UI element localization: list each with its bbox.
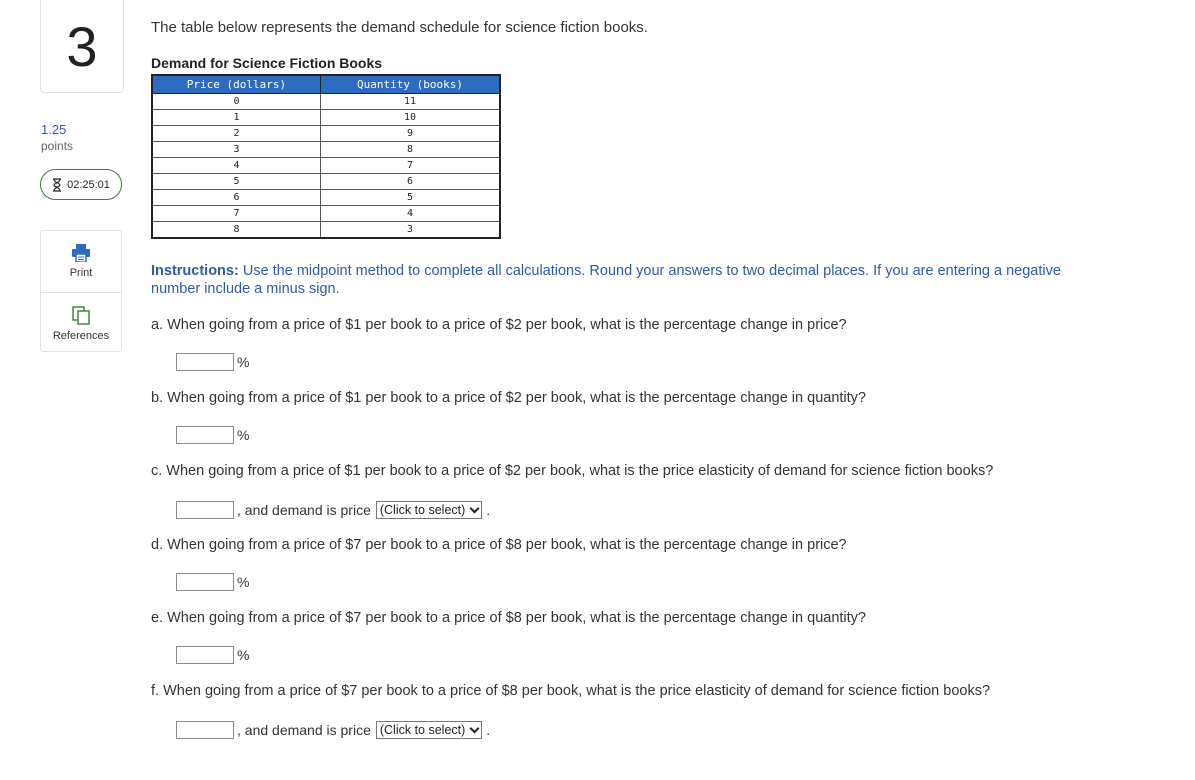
quantity-cell: 7 (320, 158, 500, 174)
answer-d-row (176, 572, 249, 592)
points-label: points (41, 139, 74, 153)
price-cell: 7 (152, 206, 320, 222)
demand-table (151, 74, 501, 239)
table-row (152, 158, 500, 174)
answer-e-row (176, 645, 249, 665)
quantity-cell: 9 (320, 126, 500, 142)
references-button[interactable] (41, 292, 121, 354)
timer-text: 02:25:01 (67, 178, 110, 191)
print-button[interactable] (41, 231, 121, 292)
hourglass-icon (52, 178, 62, 192)
answer-f-input[interactable] (176, 721, 234, 739)
percent-unit: % (237, 354, 250, 370)
table-row (152, 126, 500, 142)
percent-unit: % (237, 427, 250, 443)
sentence-end: . (486, 502, 491, 518)
references-label: References (52, 329, 110, 342)
table-row (152, 94, 500, 110)
price-cell: 5 (152, 174, 320, 190)
timer-badge[interactable] (40, 169, 122, 200)
table-title: Demand for Science Fiction Books (151, 55, 383, 71)
demand-is-price-text: , and demand is price (237, 722, 371, 738)
question-intro: The table below represents the demand schedule for science fiction books. (151, 19, 648, 36)
elasticity-select-f[interactable] (376, 721, 482, 739)
table-header-quantity: Quantity (books) (320, 75, 500, 94)
price-cell: 8 (152, 222, 320, 239)
question-a: a. When going from a price of $1 per book to a price of $2 per book, what is the percentage change in price? (151, 317, 847, 333)
percent-unit: % (237, 647, 250, 663)
print-label: Print (69, 267, 93, 279)
demand-is-price-text: , and demand is price (237, 502, 371, 518)
question-c: c. When going from a price of $1 per book to a price of $2 per book, what is the price elasticity of demand for science fiction books? (151, 463, 994, 479)
price-cell: 6 (152, 190, 320, 206)
chevron-down-icon (470, 723, 480, 733)
instructions (151, 262, 1081, 298)
table-row (152, 206, 500, 222)
answer-f-row (176, 720, 490, 740)
quantity-cell: 11 (320, 94, 500, 110)
references-icon (72, 306, 90, 325)
question-b: b. When going from a price of $1 per book to a price of $2 per book, what is the percentage change in quantity? (151, 390, 866, 406)
price-cell: 2 (152, 126, 320, 142)
select-value: (Click to select) (379, 503, 466, 517)
price-cell: 3 (152, 142, 320, 158)
elasticity-select-c[interactable] (376, 501, 482, 519)
answer-b-input[interactable] (176, 426, 234, 444)
quantity-cell: 10 (320, 110, 500, 126)
price-cell: 1 (152, 110, 320, 126)
instructions-text: Use the midpoint method to complete all calculations. Round your answers to two decimal places. If you are entering a negative number include a minus sign. (151, 263, 1061, 297)
question-number: 3 (40, 0, 124, 93)
quantity-cell: 8 (320, 142, 500, 158)
table-row (152, 110, 500, 126)
price-cell: 4 (152, 158, 320, 174)
percent-unit: % (237, 574, 250, 590)
select-value: (Click to select) (379, 723, 466, 737)
sentence-end: . (486, 722, 491, 738)
quantity-cell: 3 (320, 222, 500, 239)
price-cell: 0 (152, 94, 320, 110)
answer-c-input[interactable] (176, 501, 234, 519)
printer-icon (71, 244, 91, 262)
answer-d-input[interactable] (176, 573, 234, 591)
answer-b-row (176, 425, 249, 445)
tools-panel (40, 230, 122, 352)
quantity-cell: 5 (320, 190, 500, 206)
question-d: d. When going from a price of $7 per book to a price of $8 per book, what is the percentage change in price? (151, 537, 847, 553)
question-f: f. When going from a price of $7 per book to a price of $8 per book, what is the price elasticity of demand for science fiction books? (151, 683, 991, 699)
points-value: 1.25 (41, 122, 67, 137)
table-row (152, 142, 500, 158)
quantity-cell: 6 (320, 174, 500, 190)
quantity-cell: 4 (320, 206, 500, 222)
chevron-down-icon (470, 503, 480, 513)
table-row (152, 174, 500, 190)
answer-e-input[interactable] (176, 646, 234, 664)
table-row (152, 190, 500, 206)
question-e: e. When going from a price of $7 per book to a price of $8 per book, what is the percentage change in quantity? (151, 610, 866, 626)
instructions-lead: Instructions: (151, 263, 239, 279)
answer-a-input[interactable] (176, 353, 234, 371)
answer-a-row (176, 352, 249, 372)
table-header-price: Price (dollars) (152, 75, 320, 94)
answer-c-row (176, 500, 490, 520)
table-row (152, 222, 500, 239)
